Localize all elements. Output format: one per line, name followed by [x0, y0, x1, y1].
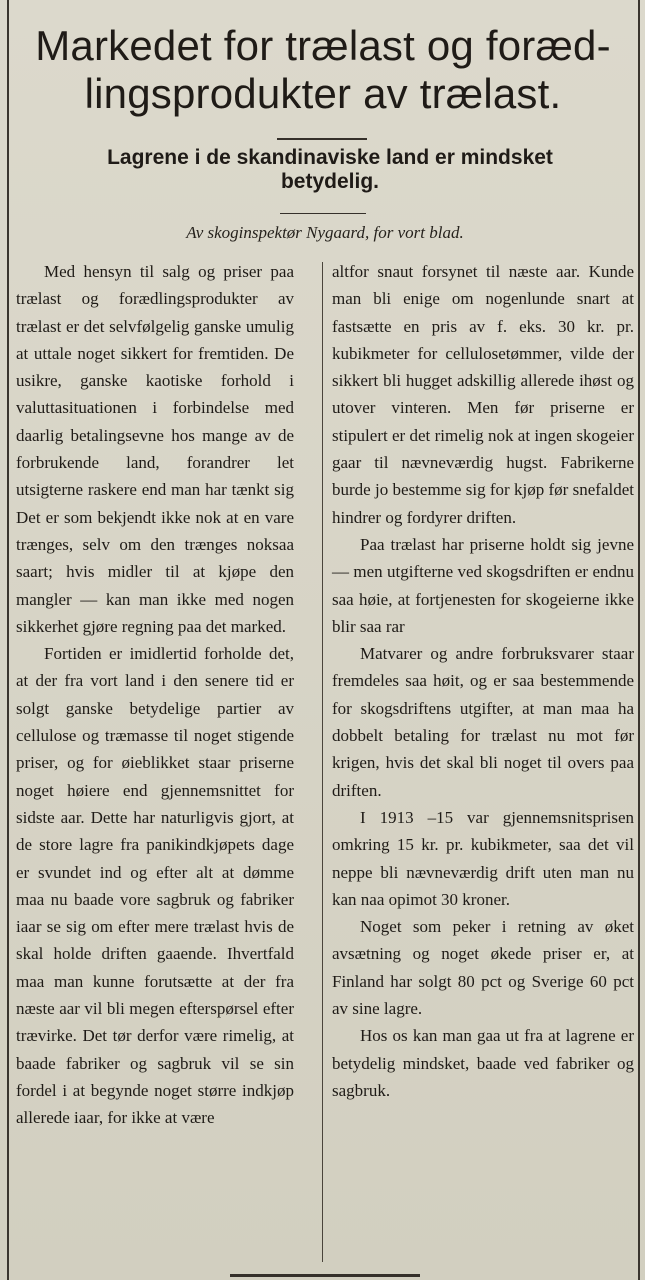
page-border-right: [638, 0, 640, 1280]
article-paragraph: Noget som peker i retning av øket avsætning og noget økede priser er, at Finland har solgt 80 pct og Sverige 60 pct av sine lagre.: [332, 917, 634, 1019]
article-headline: [12, 22, 634, 118]
page-border-left: [7, 0, 9, 1280]
subheadline-rule: [280, 213, 366, 214]
article-paragraph: Fortiden er imidlertid forholde det, at der fra vort land i den senere tid er solgt ganske betydelige partier av cellulose og træmasse til noget stigende priser, og for øieblikket staar priserne noget høiere end gjennemsnittet for sidste aar. Dette har naturligvis gjort, at de store lagre fra panikindkjøpets dage er svundet ind og efter alt at dømme maa nu baade vore sagbruk og fabriker iaar se sig om efter mere trælast hvis de skal holde driften gaaende. Ihvertfald maa man kunne forutsætte at der fra næste aar vil bli megen efterspørsel efter trævirke. Det tør derfor være rimelig, at baade fabriker og sagbruk vil se sin fordel i at begynde noget større indkjøp allerede iaar, for ikke at være: [16, 644, 294, 1128]
headline-rule: [277, 138, 367, 140]
article-subheadline: [30, 146, 630, 194]
article-paragraph: Matvarer og andre forbruksvarer staar fremdeles saa høit, og er saa bestemmende for skogsdriftens utgifter, at man maa ha dobbelt betaling for trælast nu mot før krigen, hvis det skal bli noget til overs paa driften.: [332, 644, 634, 800]
column-divider: [322, 262, 323, 1262]
headline-line-2: lingsprodukter av trælast.: [84, 70, 562, 117]
headline-line-1: Markedet for trælast og foræd-: [35, 22, 611, 69]
article-byline: Av skoginspektør Nygaard, for vort blad.: [186, 223, 464, 242]
article-paragraph: Hos os kan man gaa ut fra at lagrene er betydelig mindsket, baade ved fabriker og sagbruk.: [332, 1026, 634, 1100]
article-paragraph: I 1913 –15 var gjennemsnitsprisen omkring 15 kr. pr. kubikmeter, saa det vil neppe bli nævneværdig drift uten man nu kan naa opimot 30 kroner.: [332, 807, 634, 909]
article-paragraph: Paa trælast har priserne holdt sig jevne — men utgifterne ved skogsdriften er endnu saa høie, at fortjenesten for skogeierne ikke blir saa rar: [332, 534, 634, 636]
subheadline-line-1: Lagrene i de skandinaviske land er mindsket: [107, 146, 553, 169]
right-column: [332, 258, 634, 1104]
article-paragraph: Med hensyn til salg og priser paa trælast og forædlingsprodukter av trælast er det selvfølgelig ganske umulig at uttale noget sikkert for fremtiden. De usikre, ganske kaotiske forhold i valuttasituationen i forbindelse med daarlig betalingsevne hos mange av de forbrukende land, forandrer let utsigterne raskere end man har tænkt sig Det er som bekjendt ikke nok at en vare trænges, selv om den trænges noksaa saart; hvis midler til at kjøpe den mangler — kan man ikke med nogen sikkerhet gjøre regning paa det marked.: [16, 262, 294, 636]
article-paragraph: altfor snaut forsynet til næste aar. Kunde man bli enige om nogenlunde snart at fastsætte en pris av f. eks. 30 kr. pr. kubikmeter for cellulosetømmer, vilde der sikkert bli hugget adskillig allerede ihøst og utover vinteren. Men før priserne er stipulert er det rimelig nok at ingen skogeier gaar til nævneværdig hugst. Fabrikerne burde jo bestemme sig for kjøp før snefaldet hindrer og fordyrer driften.: [332, 262, 634, 527]
left-column: [16, 258, 294, 1132]
footer-rule: [230, 1274, 420, 1277]
subheadline-line-2: betydelig.: [280, 170, 380, 193]
